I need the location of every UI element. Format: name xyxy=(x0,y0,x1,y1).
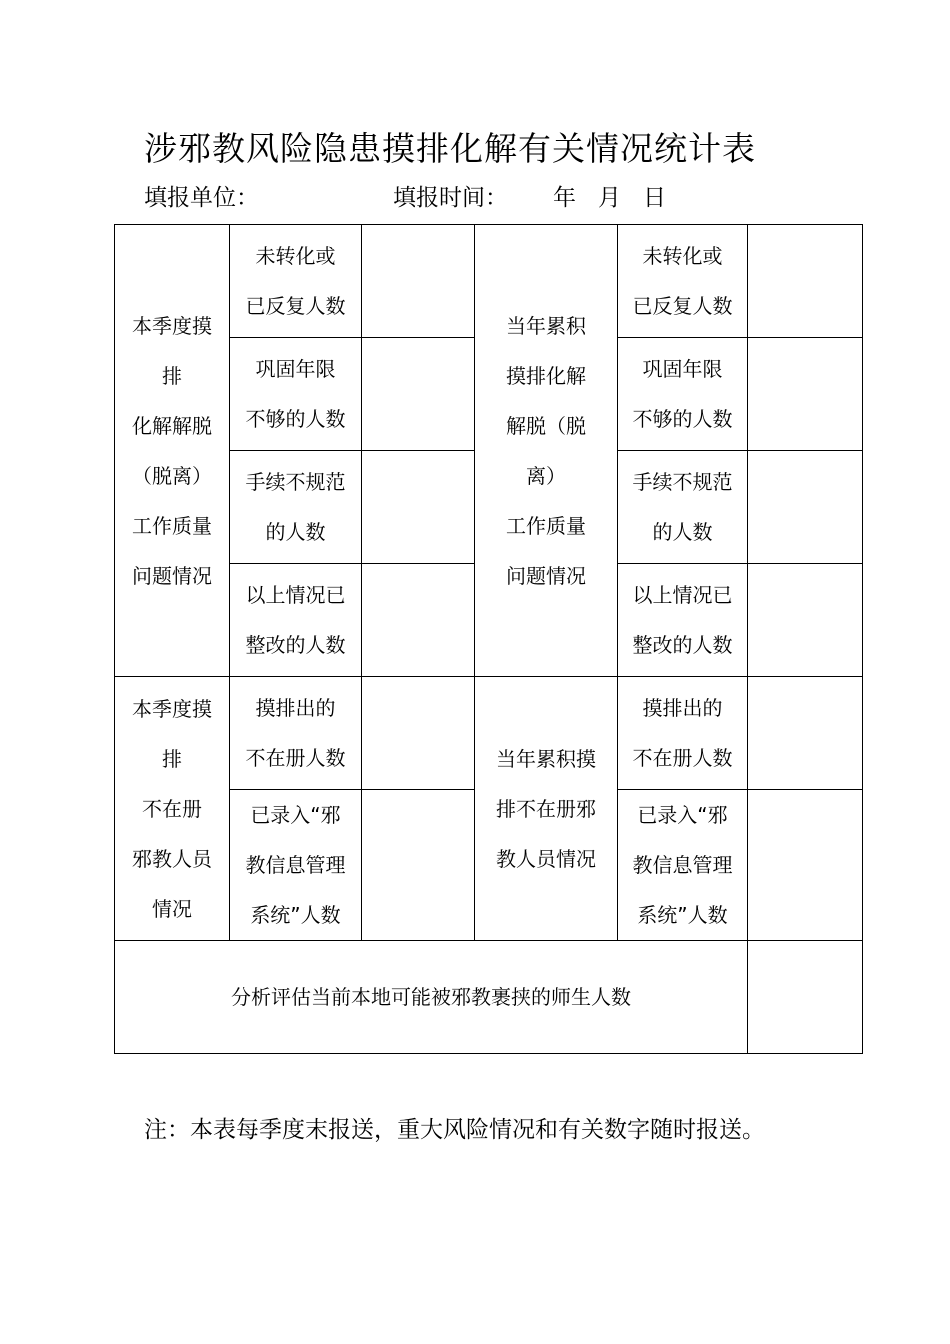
year-unregistered-label: 当年累积摸 排不在册邪 教人员情况 xyxy=(475,677,618,941)
assessment-label: 分析评估当前本地可能被邪教裹挟的师生人数 xyxy=(115,941,748,1054)
reporting-time-label: 填报时间： xyxy=(393,185,508,211)
value-cell[interactable] xyxy=(748,225,863,338)
value-cell[interactable] xyxy=(748,677,863,790)
year-quality-label: 当年累积 摸排化解 解脱（脱 离） 工作质量 问题情况 xyxy=(475,225,618,677)
value-cell[interactable] xyxy=(748,941,863,1054)
value-cell[interactable] xyxy=(362,451,475,564)
value-cell[interactable] xyxy=(362,225,475,338)
item-label-rectified: 以上情况已 整改的人数 xyxy=(230,564,362,677)
item-label-unregistered-found: 摸排出的 不在册人数 xyxy=(618,677,748,790)
value-cell[interactable] xyxy=(748,338,863,451)
reporting-unit-label: 填报单位： xyxy=(144,185,259,211)
item-label-entered-system: 已录入“邪 教信息管理 系统”人数 xyxy=(618,790,748,941)
item-label-unregistered-found: 摸排出的 不在册人数 xyxy=(230,677,362,790)
day-label: 日 xyxy=(643,185,666,211)
item-label-irregular-procedure: 手续不规范 的人数 xyxy=(618,451,748,564)
table-row xyxy=(115,225,863,338)
value-cell[interactable] xyxy=(362,790,475,941)
value-cell[interactable] xyxy=(748,451,863,564)
value-cell[interactable] xyxy=(362,338,475,451)
item-label-unconverted: 未转化或 已反复人数 xyxy=(230,225,362,338)
year-label: 年 xyxy=(553,185,576,211)
page-title: 涉邪教风险隐患摸排化解有关情况统计表 xyxy=(144,129,756,168)
item-label-rectified: 以上情况已 整改的人数 xyxy=(618,564,748,677)
item-label-insufficient-period: 巩固年限 不够的人数 xyxy=(618,338,748,451)
table-row xyxy=(115,941,863,1054)
quarter-unregistered-label: 本季度摸 排 不在册 邪教人员 情况 xyxy=(115,677,230,941)
item-label-irregular-procedure: 手续不规范 的人数 xyxy=(230,451,362,564)
value-cell[interactable] xyxy=(748,790,863,941)
value-cell[interactable] xyxy=(362,677,475,790)
item-label-insufficient-period: 巩固年限 不够的人数 xyxy=(230,338,362,451)
date-fields xyxy=(553,182,688,214)
item-label-entered-system: 已录入“邪 教信息管理 系统”人数 xyxy=(230,790,362,941)
item-label-unconverted: 未转化或 已反复人数 xyxy=(618,225,748,338)
value-cell[interactable] xyxy=(362,564,475,677)
value-cell[interactable] xyxy=(748,564,863,677)
footnote: 注：本表每季度末报送，重大风险情况和有关数字随时报送。 xyxy=(144,1117,765,1143)
month-label: 月 xyxy=(598,185,621,211)
table-row xyxy=(115,677,863,790)
statistics-table xyxy=(114,224,863,1054)
quarter-quality-label: 本季度摸 排 化解解脱 （脱离） 工作质量 问题情况 xyxy=(115,225,230,677)
